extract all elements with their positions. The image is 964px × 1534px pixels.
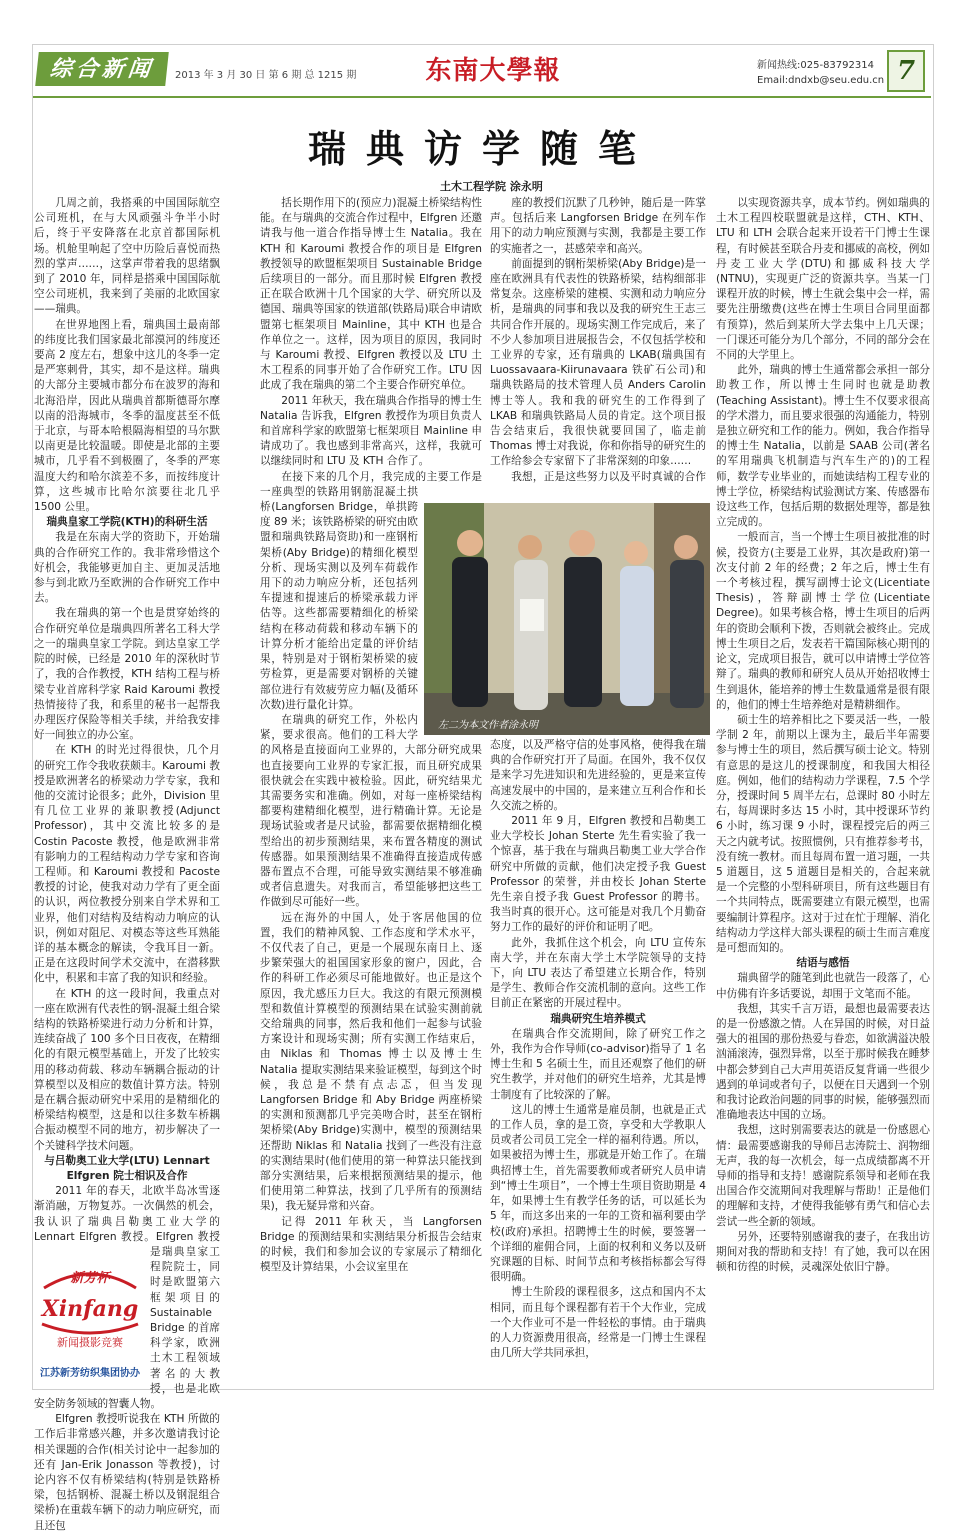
logo-brand: Xinfang	[41, 1296, 139, 1322]
paragraph: 远在海外的中国人，处于客居他国的位置，我们的精神风貌、工作态度和学术水平，不仅代表了自己，更是一个展现东南日上、逐步繁荣强大的祖国国家形象的窗户，因此，合作的科研工作必须尽可能地做好。也正是这个原因，我尤感压力巨大。我这的有限元预测模型和数值计算模型的预测结果在试验实测前就交给瑞典的同事，然后我和他们一起参与试验方案设计和现场实测；所有实测工作结束后，由 Niklas 和 Thomas 博士以及博士生 Natalia 提取实测结果来验证模型，每到这个时候，我总是不禁有点忐忑，但当发现 Langforsen Bridge 和 Aby Bridge 两座桥梁的实测和预测都几乎完美吻合时，甚至在钢桁架桥梁(Aby Bridge)实测中，模型的预测结果还帮助 Niklas 和 Natalia 找到了一些没有注意的实测结果时(他们使用的第一种算法只能找到部分实测结果，后来根据预测结果的提示，他们使用第二种算法，找到了几乎所有的预测结果)，我无疑异常和兴奋。	[260, 911, 482, 1213]
header-rule	[33, 96, 931, 98]
paragraph: 我想，正是这些努力以及平时真诚的合作态度，以及严格守信的处事风格，使得我在瑞典的合作研究打开了局面。在国外，我不仅仅是来学习先进知识和先进经验的，更是来宣传高速发展中的中国的，是来建立互利合作和长久交流之桥的。	[490, 470, 706, 812]
paragraph: Elfgren 教授听说我在 KTH 所做的工作后非常感兴趣，并多次邀请我讨论相关课题的合作(相关讨论中一起参加的还有 Jan-Erik Jonasson 等教授)，讨论内容不仅有桥梁结构(特别是铁路桥梁，包括钢桥、混凝土桥以及钢混组合梁桥)在重载车辆下的动力响应研究，而且还包	[34, 1413, 220, 1532]
paragraph: 2011 年的春天，北欧半岛冰雪逐渐消融，万物复苏。一次偶然的机会，我认识了瑞典吕勒奥工业大学的 Lennart Elfgren 教授。Elfgren 教授是瑞典皇家工程院院士，同时是欧盟第六框架项目的 Sustainable Bridge 的首席科学家，欧洲土木工程领域著名的大教授，也是北欧安全防务领域的智囊人物。	[34, 1185, 220, 1411]
subheading: 瑞典皇家工学院(KTH)的科研生活	[46, 516, 208, 529]
paragraph: 我想，其实千言万语，最想也最需要表达的是一份感激之情。人在异国的时候，对日益强大的祖国的那份热爱与眷恋，如欲满溢决般汹涌滚涛，强烈异常，以至于那时候我在睡梦中都会梦到自己大声用英语反复背诵一些很少遇到的单词或者句子，以便在日天遇到一个别和我讨论政治问题的同事的时候，能够强烈而准确地表达中国的立场。	[716, 1002, 930, 1122]
paragraph: 瑞典留学的随笔到此也就告一段落了，心中仿佛有许多话要说，却围于文笔而不能。	[716, 972, 930, 1000]
section-tag: 综合新闻	[35, 52, 169, 86]
paragraph: 另外，还要特别感谢我的妻子，在我出访期间对我的帮助和支持！有了她，我可以在困顿和彷徨的时候，灵魂深处依旧宁静。	[716, 1230, 930, 1274]
article-column-2	[260, 196, 482, 1275]
paragraph: 这儿的博士生通常是雇员制，也就是正式的工作人员，拿的是工资，享受和大学教职人员或者公司员工完全一样的福利待遇。所以，如果被招为博士生，那就是开始工作了。在瑞典招博士生，首先需要教师或者研究人员申请到“博士生项目”，一个博士生项目资助期是 4 年，如果博士生有教学任务的话，可以延长为 5 年，而这多出来的一年的工资和福利要由学校(政府)承担。招聘博士生的时候，要签署一个详细的雇佣合同，上面的权利和义务以及研究课题的目标、时间节点和考核指标都会写得很明确。	[490, 1103, 706, 1284]
paragraph: 前面提到的钢桁架桥梁(Aby Bridge)是一座在欧洲具有代表性的铁路桥梁，结构细部非常复杂。这座桥梁的建模、实测和动力响应分析，是瑞典的同事和我以及我的研究生王志三共同合作开展的。现场实测工作完成后，来了不少人参加项目进展报告会，不仅包括学校和工业界的专家，还有瑞典的 LKAB(瑞典国有 Luossavaara-Kiirunavaara 铁矿石公司)和瑞典铁路局的技术管理人员 Anders Carolin 博士等人。我和我的研究生的工作得到了 LKAB 和瑞典铁路局人员的肯定。这个项目报告会结束后，我很快就要回国了，临走前 Thomas 博士对我说，你和你指导的研究生的工作给参会专家留下了非常深刻的印象……	[490, 257, 706, 468]
paragraph: 硕士生的培养相比之下要灵活一些，一般学制 2 年，前期以上课为主，最后半年需要参与博士生的项目，然后撰写硕士论文。特别有意思的是这儿的授课制度，和我国大相径庭。例如，他们的结构动力学课程，7.5 个学分，授课时间 5 周半左右，总课时 80 小时左右，每周课时多达 15 小时，其中授课环节约 6 小时，练习课 9 小时，课程授完后的两三天之内就考试。按照惯例，只有推荐参考书，没有统一教材。而且每周布置一道习题，一共 5 道题目，这 5 道题目是相关的，合起来就是一个完整的小型科研项目，所有这些题目有一个共同特点，既需要建立有限元模型，也需要编制计算程序。这对于过在忙于理解、消化结构动力学这样大部头课程的硕士生而言难度是可想而知的。	[716, 713, 930, 954]
subheading: 瑞典研究生培养模式	[550, 1012, 646, 1025]
photo-image	[424, 503, 710, 735]
article-column-1	[34, 196, 220, 1532]
paragraph: 在 KTH 的时光过得很快，几个月的研究工作令我收获颇丰。Karoumi 教授是欧洲著名的桥梁动力学专家，我和他的交流讨论很多；此外，Division 里有几位工业界的兼职教授(Adjunct Professor)，其中交流比较多的是 Costin Pacoste 教授，他是欧洲非常有影响力的工程结构动力学专家和咨询工程师。和 Karoumi 教授和 Pacoste 教授的讨论，使我对动力学有了更全面的认识，两位教授分别来自学术界和工业界，他们对结构及结构动力响应的认识，例如对阻尼、对模态等这些耳熟能详的基本概念的解读，令我耳目一新。正是在这段时间学术交流中，在潜移默化中，积累和丰富了我的知识和经验。	[34, 744, 220, 985]
paragraph: 在接下来的几个月，我完成的主要工作是一座典型的铁路用钢筋混凝土拱桥(Langforsen Bridge，单拱跨度 89 米；该铁路桥梁的研究由欧盟和瑞典铁路局资助)和一座钢桁架桥(Aby Bridge)的精细化模型分析、现场实测以及列车荷载作用下的动力响应分析，还包括列车提速和提速后的桥梁承载力评估等。这些都需要精细化的桥梁结构在移动荷载和移动车辆下的计算分析才能给出定量的评价结果，特别是对于钢桁架桥梁的疲劳检算，更是需要对钢桥的关键部位进行有效疲劳应力幅(及循环次数)进行量化计算。	[260, 470, 482, 711]
photo-caption: 左二为本文作者涂永明	[438, 720, 538, 731]
paragraph: 2011 年秋天，我在瑞典合作指导的博士生 Natalia 告诉我，Elfgren 教授作为项目负责人和首席科学家的欧盟第七框架项目 Mainline 申请成功了。我也感到非常高兴，这样，我就可以继续同时和 LTU 及 KTH 合作了。	[260, 394, 482, 468]
email: Email:dndxb@seu.edu.cn	[757, 75, 885, 86]
paragraph: 在瑞典的研究工作，外松内紧，要求很高。他们的工科大学的风格是直接面向工业界的，大部分研究成果也直接要向工业界的专家汇报，而且研究成果很快就会在实践中被检验。因此，研究结果尤其需要务实和准确。例如，对每一座桥梁结构都要构建精细化模型，进行精确计算。无论是现场试验或者是尺试验，都需要依据精细化模型给出的初步预测结果，来布置各精度的测试传感器。如果预测结果不准确得直接造成传感器布置点不合理，可能导致实测结果不够准确或者信息遗失。对我而言，希望能够把这些工作做到尽可能好一些。	[260, 713, 482, 909]
paragraph: 此外，我抓住这个机会，向 LTU 宣传东南大学，并在东南大学土木学院领导的支持下，向 LTU 表达了希望建立长期合作，特别是学生、教师合作交流机制的意向。这些工作目前正在紧密的开展过程中。	[490, 936, 706, 1010]
page-header	[33, 46, 931, 94]
logo-top-text: 新芳杯	[70, 1271, 110, 1286]
paragraph: 几周之前，我搭乘的中国国际航空公司班机，在与大风顽强斗争半小时后，终于平安降落在北京首都国际机场。机舱里响起了空中历险后喜悦而热烈的掌声……，这掌声带着我的思绪飘到了 2010 年，同样是搭乘中国国际航空公司班机，我来到了美丽的北欧国家——瑞典。	[34, 197, 220, 316]
paragraph: 我想，这时别需要表达的就是一份感恩心情：最需要感谢我的导师吕志涛院士、润物细无声，我的每一次机会，每一点成绩都离不开导师的指导和支持！感谢院系领导和老师在我出国合作交流期间对我理解与帮助！正是他们的理解和支持，才使得我能够有勇气和信心去尝试一些全新的领域。	[716, 1124, 930, 1228]
paragraph: 以实现资源共享，成本节约。例如瑞典的土木工程四校联盟就是这样，CTH、KTH、LTU 和 LTH 会联合起来开设若干门博士生课程，有时候甚至联合丹麦和挪威的高校，例如丹麦工业大学(DTU)和挪威科技大学(NTNU)，实现更广泛的资源共享。当某一门课程开放的时候，博士生就会集中会一样，需要先注册缴费(这些在博士生项目合同里面都有预算)，然后到某所大学去集中上几天课；一门课还可能分为几个部分，不同的部分会在不同的大学里上。	[716, 197, 930, 362]
paragraph: 在 KTH 的这一段时间，我重点对一座在欧洲有代表性的钢-混凝土组合梁结构的铁路桥梁进行动力分析和计算，连续奋战了 100 多个日日夜夜，在精细化的有限元模型基础上，开发了比较实用的移动荷载、移动车辆耦合振动的计算模型以及相应的数值计算方法。特别是在耦合振动研究中采用的是精细化的桥梁结构模型，这是和以往多数车桥耦合振动模型不同的地方，初步解决了一个关键科学技术问题。	[34, 987, 220, 1152]
paragraph: 一般而言，当一个博士生项目被批准的时候，投资方(主要是工业界，其次是政府)第一次支付前 2 年的经费；2 年之后，博士生有一个考核过程，撰写副博士论文(Licentiate Thesis)，答辩副博士学位(Licentiate Degree)。如果考核合格，博士生项目的后两年的资助会顺利下拨，否则就会被终止。完成博士生项目之后，发表若干篇国际核心期刊的论文，完成项目报告，就可以申请博士学位答辩了。瑞典的教师和研究人员从开始招收博士生到退休，能培养的博士生数量通常是很有限的，他们的博士生培养绝对是精耕细作。	[716, 531, 930, 711]
hotline: 新闻热线:025-83792314	[757, 60, 874, 71]
masthead: 东南大學報	[425, 56, 561, 86]
paragraph: 在瑞典合作交流期间，除了研究工作之外，我作为合作导师(co-advisor)指导了 1 名博士生和 5 名硕士生，而且还观察了他们的研究生教学，并对他们的研究生培养，尤其是博士制度有了比较深的了解。	[490, 1027, 706, 1101]
paragraph: 此外，瑞典的博士生通常都会承担一部分助教工作，所以博士生同时也就是助教(Teaching Assistant)。博士生不仅要求很高的学术潜力，而且要求很强的沟通能力，特别是独立研究和工作的能力。例如，我合作指导的博士生 Natalia，以前是 SAAB 公司(著名的军用瑞典飞机制造与汽车生产的)的工程师，数学专业毕业的，而她读结构工程专业的博士学位，桥梁结构试验测试方案、传感器布设这些工作，包括后期的数据处理等，都是独立完成的。	[716, 364, 930, 529]
logo-graphic	[34, 1258, 146, 1386]
paragraph: 括长期作用下的(预应力)混凝土桥梁结构性能。在与瑞典的交流合作过程中，Elfgren 还邀请我与他一道合作指导博士生 Natalia。我在 KTH 和 Karoumi 教授合作的项目是 Elfgren 教授领导的欧盟框架项目 Sustainable Bridge 后续项目的一部分。而且那时候 Elfgren 教授正在联合欧洲十几个国家的大学、研究所以及德国、瑞典等国家的铁道部(铁路局)联合申请欧盟第七框架项目 Mainline，其中 KTH 也是合作单位之一。这样，因为项目的原因，我同时与 Karoumi 教授、Elfgren 教授以及 LTU 土木工程系的同事开始了合作研究工作。LTU 因此成了我在瑞典的第二个主要合作研究单位。	[260, 197, 482, 392]
article-photo	[424, 503, 710, 735]
paragraph: 记得 2011 年秋天，当 Langforsen Bridge 的预测结果和实测结果分析报告会结束的时候，我们和参加会议的专家展示了精细化模型及计算结果，小会议室里在	[260, 1215, 482, 1274]
subheading: 与吕勒奥工业大学(LTU) Lennart Elfgren 院士相识及合作	[44, 1154, 210, 1182]
page-number: 7	[887, 50, 925, 92]
article-byline: 土木工程学院 涂永明	[440, 180, 543, 193]
paragraph: 我是在东南大学的资助下，开始瑞典的合作研究工作的。我非常珍惜这个好机会，我能够更加自主、更加灵活地参与到北欧乃至欧洲的合作研究工作中去。	[34, 531, 220, 605]
article-column-3	[490, 196, 706, 1361]
paragraph: 2011 年 9 月，Elfgren 教授和吕勒奥工业大学校长 Johan Sterte 先生看实验了我一个惊喜，基于我在与瑞典吕勒奥工业大学合作研究中所做的贡献，他们决定授予我 Guest Professor 的荣誉，并由校长 Johan Sterte 先生亲自授予我 Guest Professor 的聘书。我当时真的很开心。这可能是对我几个月勤奋努力工作的最好的评价和证明了吧。	[490, 815, 706, 934]
article-column-4	[716, 196, 930, 1275]
issue-info: 2013 年 3 月 30 日 第 6 期 总 1215 期	[175, 70, 357, 81]
subheading: 结语与感悟	[796, 957, 850, 970]
paragraph: 我在瑞典的第一个也是贯穿始终的合作研究单位是瑞典四所著名工科大学之一的瑞典皇家工学院。到达皇家工学院的时候，已经是 2010 年的深秋时节了，我的合作教授，KTH 结构工程与桥梁专业首席科学家 Raid Karoumi 教授热情接待了我，和系里的秘书一起帮我办理医疗保险等相关手续，并给我安排好一间独立的办公室。	[34, 607, 220, 742]
contact-info	[757, 58, 884, 88]
logo-sponsor: 江苏新芳纺织集团协办	[40, 1368, 140, 1379]
paragraph: 在世界地图上看，瑞典国土最南部的纬度比我们国家最北部漠河的纬度还要高 2 度左右，想象中这儿的冬季一定是严寒刺骨，其实，却不是这样。瑞典的大部分主要城市都分布在波罗的海和北海沿岸，因此从瑞典首都斯德哥尔摩以南的沿海城市，冬季的温度甚至不低于北京，与哥本哈根隔海相望的马尔默以南更是比较温暖。即使是北部的主要城市，几乎看不到极圈了，冬季的严寒温度大约和哈尔滨差不多，而按纬度计算，这些城市比哈尔滨要往北几乎 1500 公里。	[34, 318, 220, 514]
paragraph: 博士生阶段的课程很多，这点和国内不太相同，而且每个课程都有若干个大作业，完成一个大作业可不是一件轻松的事情。由于瑞典的人力资源费用很高，经常是一门博士生课程由几所大学共同承担，	[490, 1286, 706, 1360]
xinfang-logo	[34, 1258, 146, 1386]
paragraph: 座的教授们沉默了几秒钟，随后是一阵掌声。包括后来 Langforsen Bridge 在列车作用下的动力响应预测与实测，我都是主要工作的实施者之一，甚感荣幸和高兴。	[490, 197, 706, 255]
article-title: 瑞典访学随笔	[307, 126, 656, 171]
logo-slogan: 新闻摄影竞赛	[57, 1336, 123, 1349]
